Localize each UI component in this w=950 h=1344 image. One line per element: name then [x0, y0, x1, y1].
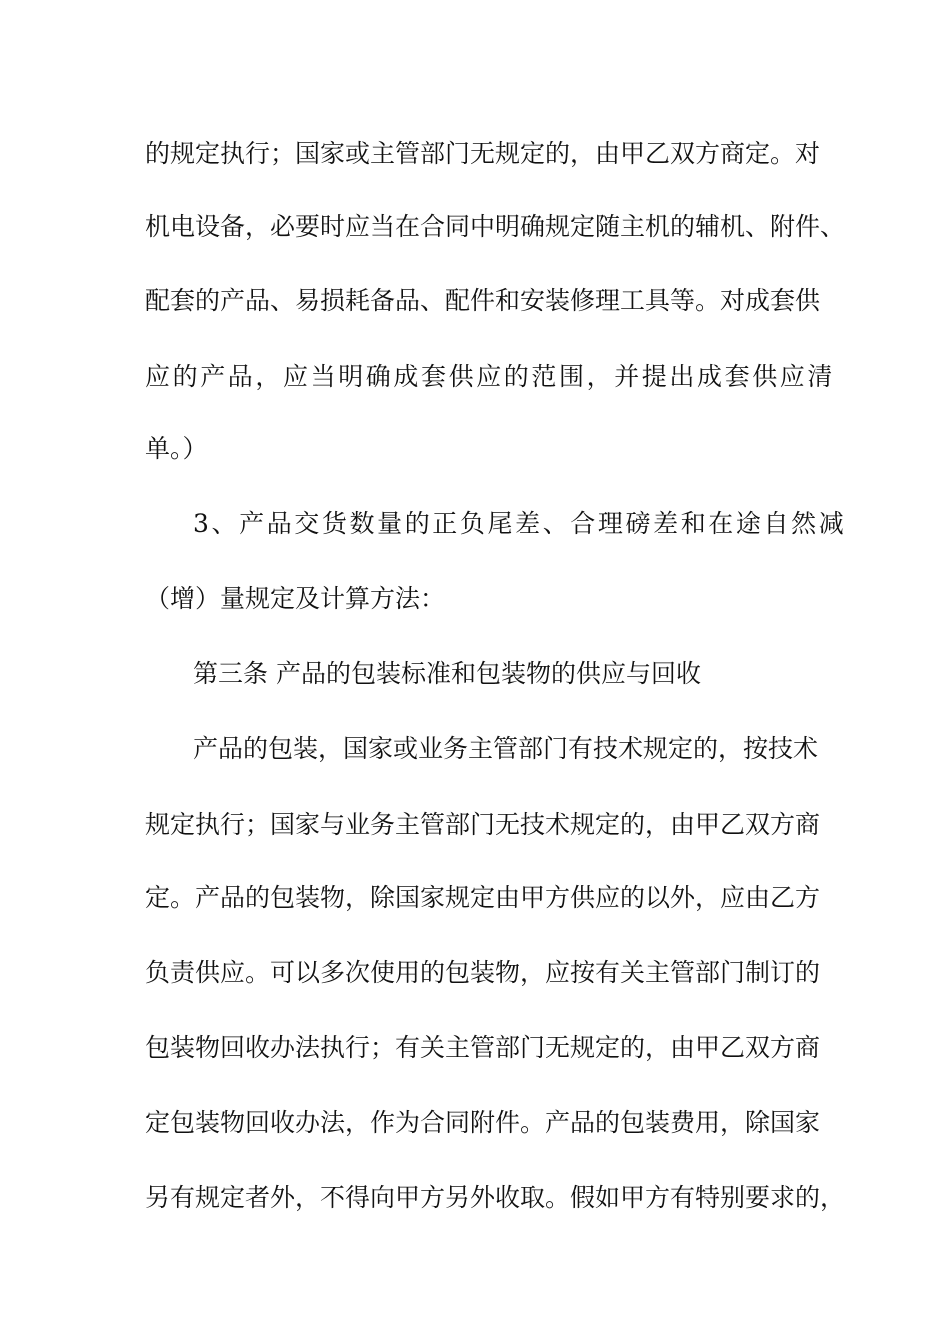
paragraph-line: 单。）	[145, 434, 208, 463]
paragraph-line: 包装物回收办法执行；有关主管部门无规定的，由甲乙双方商	[145, 1033, 821, 1062]
paragraph-line: 负责供应。可以多次使用的包装物，应按有关主管部门制订的	[145, 958, 821, 987]
paragraph-line: 应的产品，应当明确成套供应的范围，并提出成套供应清	[145, 362, 836, 391]
paragraph-line: 产品的包装，国家或业务主管部门有技术规定的，按技术	[193, 734, 819, 763]
section-heading: 第三条 产品的包装标准和包装物的供应与回收	[193, 659, 701, 688]
paragraph-line: 机电设备，必要时应当在合同中明确规定随主机的辅机、附件、	[145, 212, 846, 241]
paragraph-line: 定包装物回收办法，作为合同附件。产品的包装费用，除国家	[145, 1108, 821, 1137]
paragraph-line: 另有规定者外，不得向甲方另外收取。假如甲方有特别要求的，	[145, 1183, 846, 1212]
paragraph-line: （增）量规定及计算方法：	[145, 584, 446, 613]
paragraph-line: 配套的产品、易损耗备品、配件和安装修理工具等。对成套供	[145, 286, 821, 315]
paragraph-line: 定。产品的包装物，除国家规定由甲方供应的以外，应由乙方	[145, 883, 821, 912]
paragraph-line: 规定执行；国家与业务主管部门无技术规定的，由甲乙双方商	[145, 810, 821, 839]
paragraph-line: 3、产品交货数量的正负尾差、合理磅差和在途自然减	[193, 509, 847, 538]
paragraph-line: 的规定执行；国家或主管部门无规定的，由甲乙双方商定。对	[145, 139, 821, 168]
